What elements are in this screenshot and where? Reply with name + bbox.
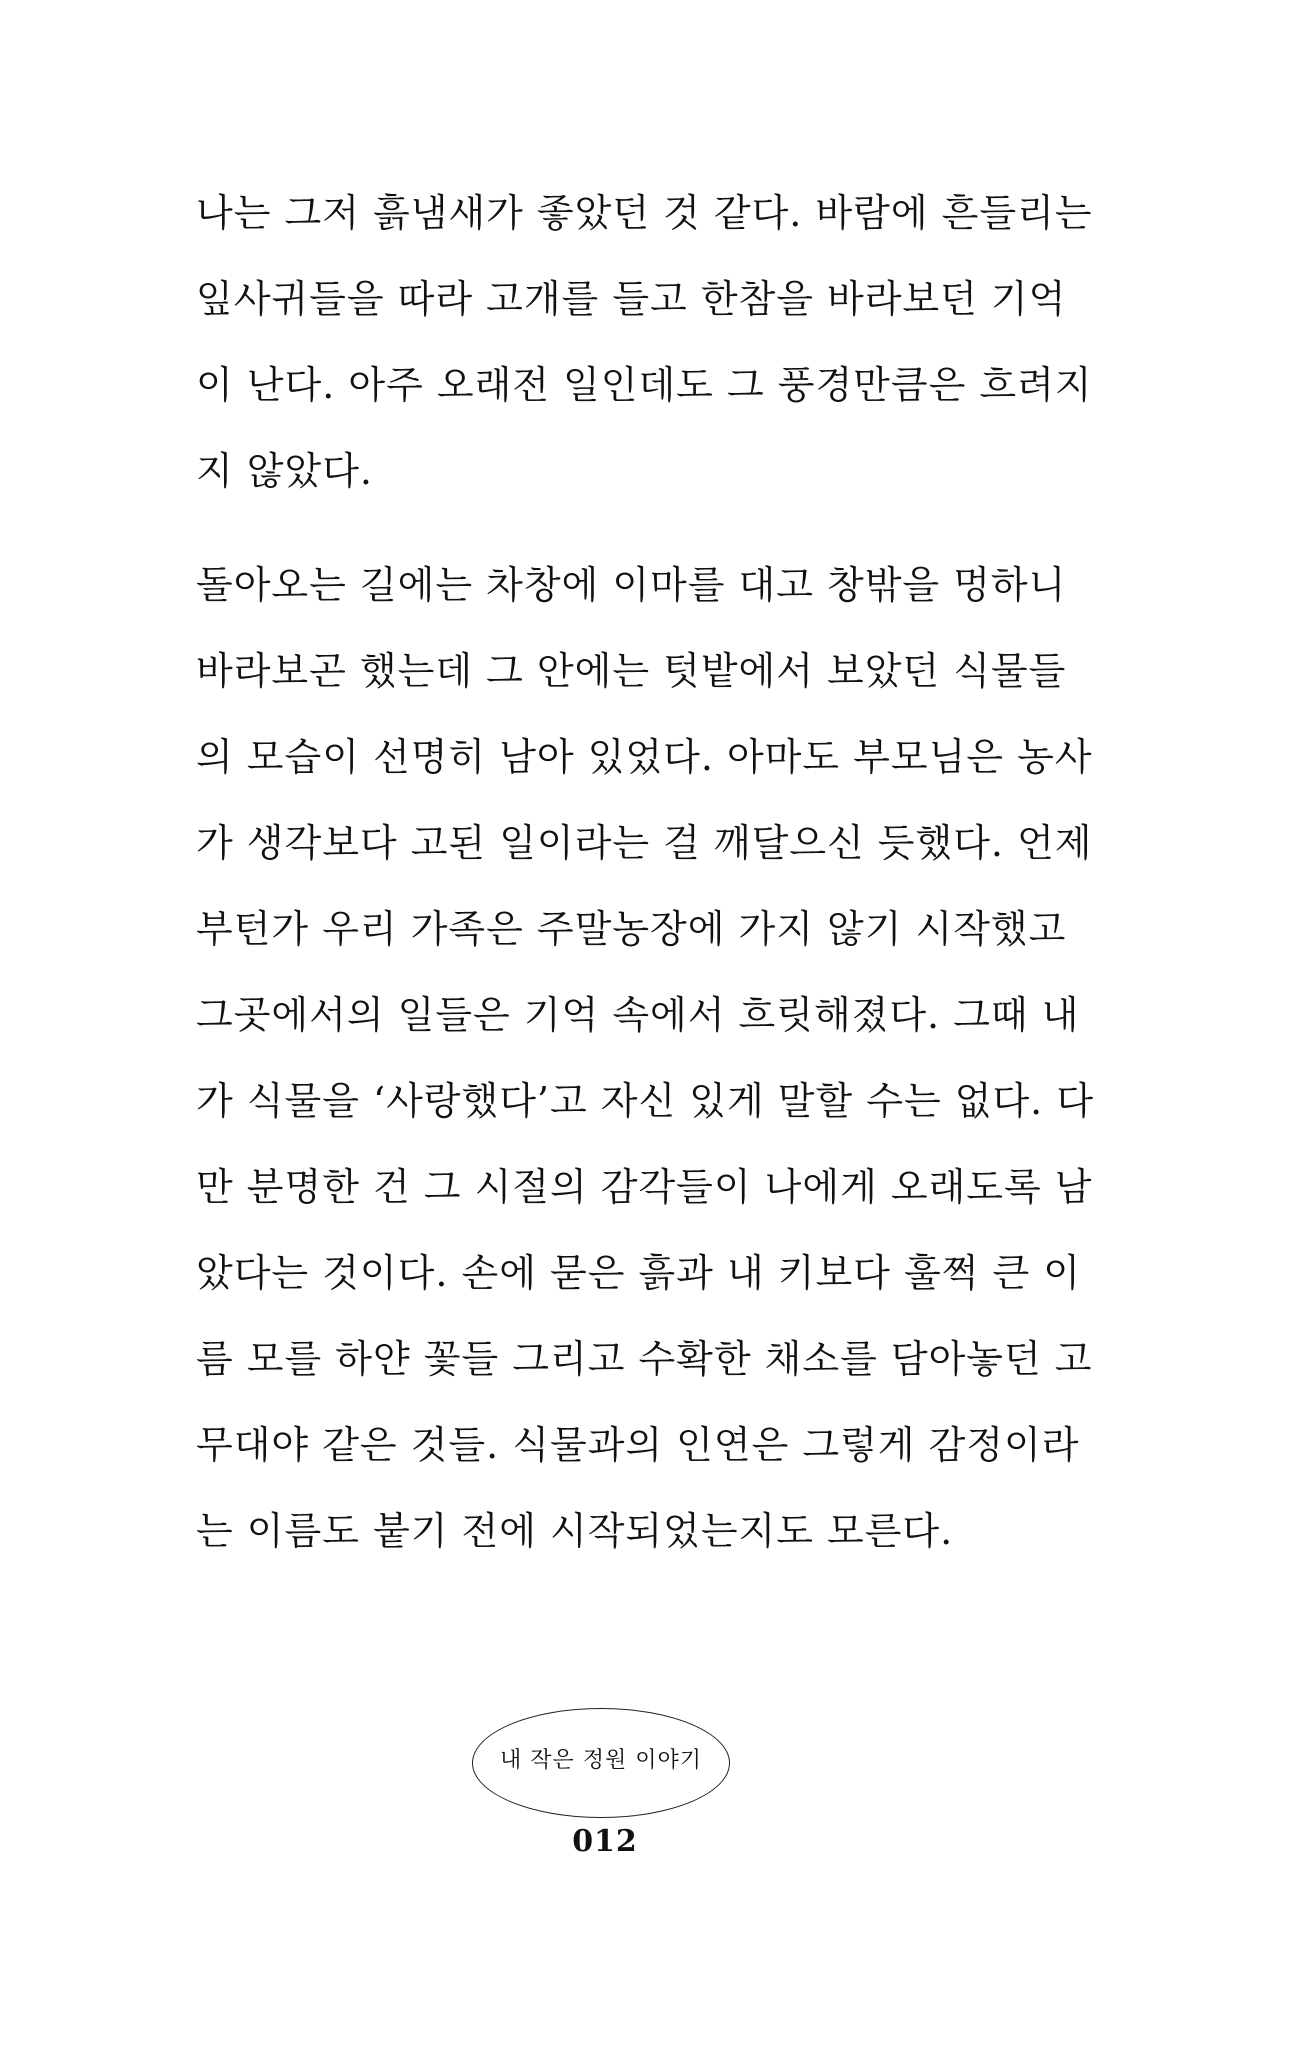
text-line: 나는 그저 흙냄새가 좋았던 것 같다. 바람에 흔들리는	[196, 191, 1093, 235]
text-line: 돌아오는 길에는 차창에 이마를 대고 창밖을 멍하니	[196, 563, 1067, 607]
text-line: 름 모를 하얀 꽃들 그리고 수확한 채소를 담아놓던 고	[196, 1337, 1093, 1381]
text-line: 이 난다. 아주 오래전 일인데도 그 풍경만큼은 흐려지	[196, 363, 1093, 407]
text-line: 가 식물을 ‘사랑했다’고 자신 있게 말할 수는 없다. 다	[196, 1079, 1095, 1123]
text-line: 았다는 것이다. 손에 묻은 흙과 내 키보다 훌쩍 큰 이	[196, 1251, 1081, 1295]
text-line: 부턴가 우리 가족은 주말농장에 가지 않기 시작했고	[196, 907, 1067, 951]
text-line: 는 이름도 붙기 전에 시작되었는지도 모른다.	[196, 1509, 954, 1553]
text-line: 잎사귀들을 따라 고개를 들고 한참을 바라보던 기억	[196, 277, 1067, 321]
text-line: 만 분명한 건 그 시절의 감각들이 나에게 오래도록 남	[196, 1165, 1093, 1209]
text-line: 의 모습이 선명히 남아 있었다. 아마도 부모님은 농사	[196, 735, 1093, 779]
text-line: 바라보곤 했는데 그 안에는 텃밭에서 보았던 식물들	[196, 649, 1067, 693]
book-title: 내 작은 정원 이야기	[500, 1748, 702, 1773]
paragraph-2	[196, 542, 1095, 1574]
text-line: 가 생각보다 고된 일이라는 걸 깨달으신 듯했다. 언제	[196, 821, 1093, 865]
paragraph-1	[196, 170, 1093, 514]
book-title-ellipse	[472, 1708, 730, 1818]
text-line: 지 않았다.	[196, 449, 373, 493]
text-line: 그곳에서의 일들은 기억 속에서 흐릿해졌다. 그때 내	[196, 993, 1080, 1037]
text-line: 무대야 같은 것들. 식물과의 인연은 그렇게 감정이라	[196, 1423, 1080, 1467]
page-number: 012	[572, 1824, 638, 1859]
